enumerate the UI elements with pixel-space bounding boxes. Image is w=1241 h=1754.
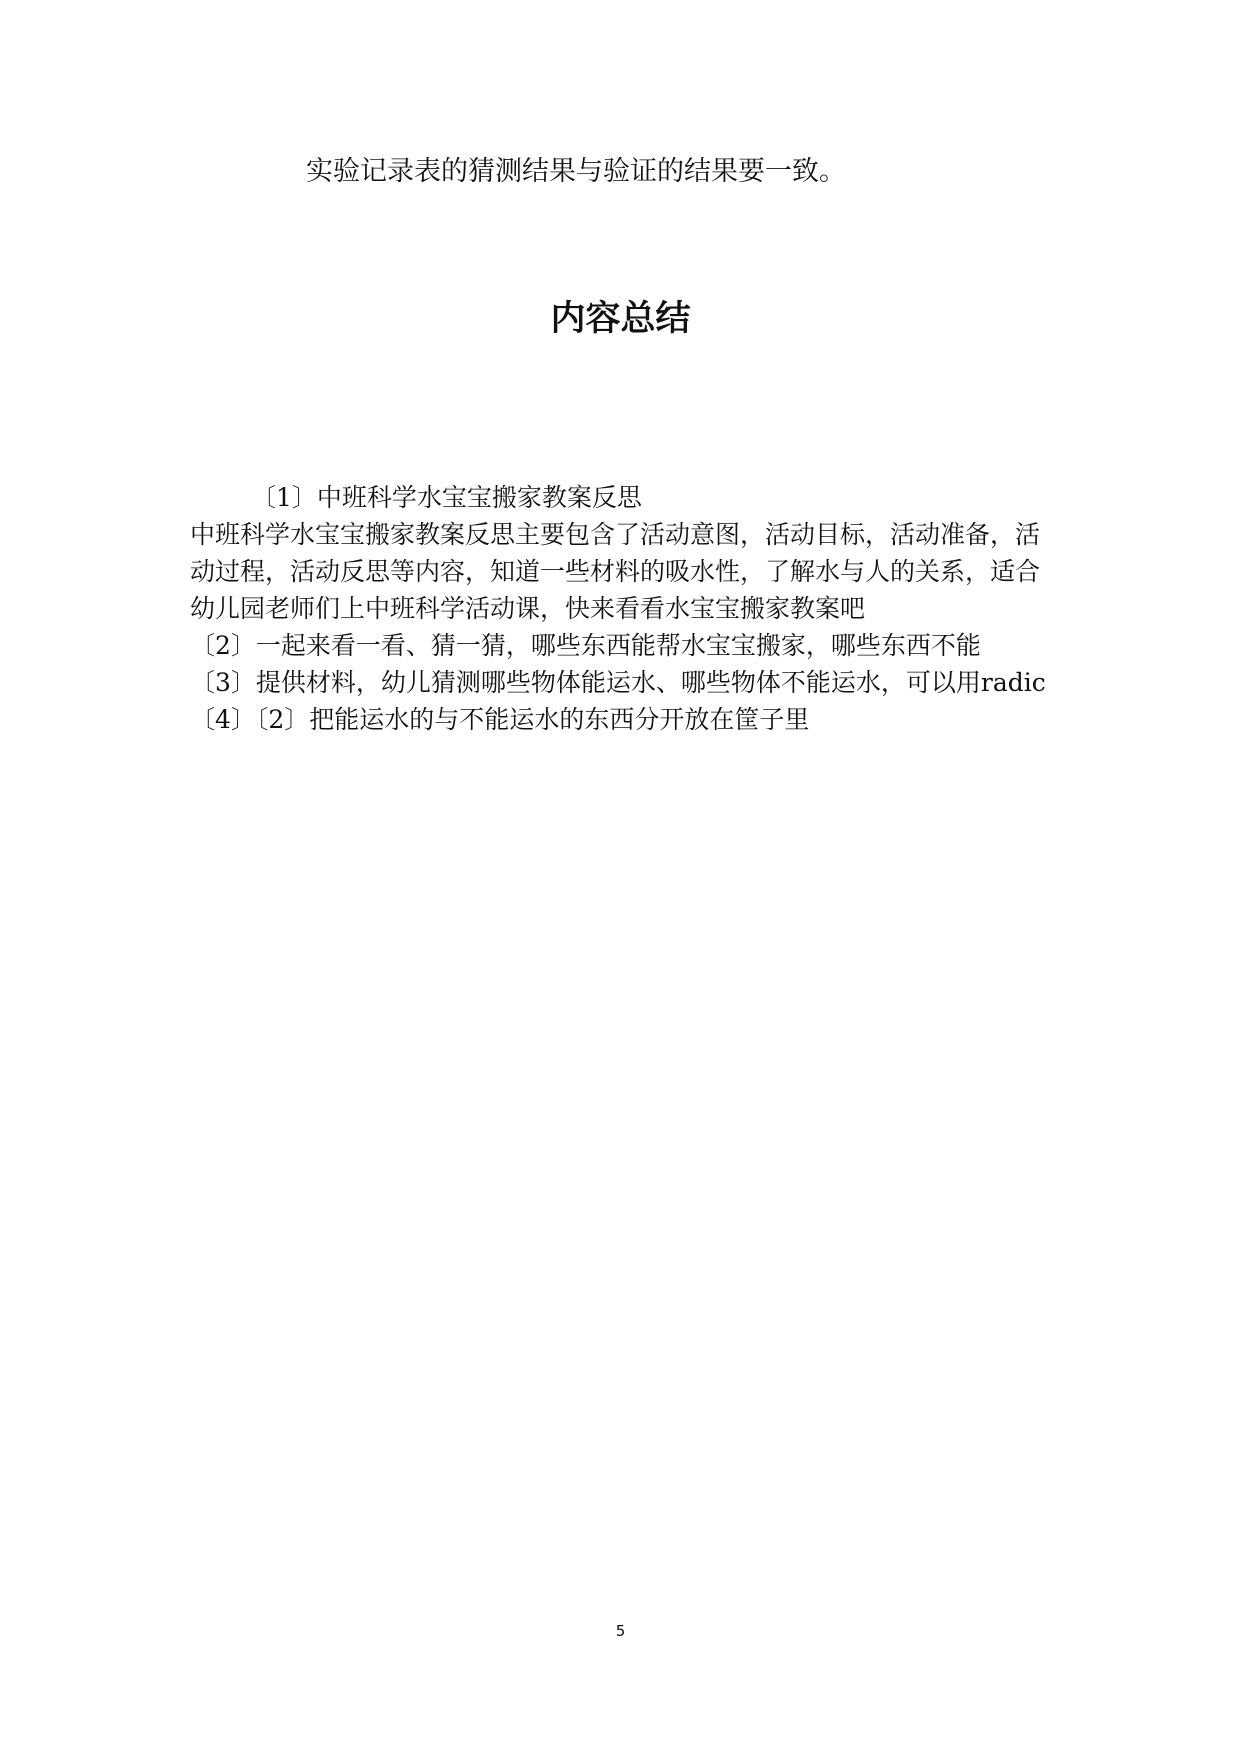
page-number: 5 — [615, 1622, 626, 1640]
summary-item-3: 〔3〕提供材料，幼儿猜测哪些物体能运水、哪些物体不能运水，可以用radic — [190, 668, 1046, 697]
summary-body — [190, 479, 1050, 738]
summary-item-2: 〔2〕一起来看一看、猜一猜，哪些东西能帮水宝宝搬家，哪些东西不能 — [190, 631, 981, 660]
summary-item-1: 〔1〕中班科学水宝宝搬家教案反思 — [251, 483, 642, 512]
top-text-line: 实验记录表的猜测结果与验证的结果要一致。 — [306, 156, 846, 187]
section-title: 内容总结 — [550, 299, 691, 339]
summary-description: 中班科学水宝宝搬家教案反思主要包含了活动意图，活动目标，活动准备，活动过程，活动反思等内容，知道一些材料的吸水性，了解水与人的关系，适合幼儿园老师们上中班科学活动课，快来看看水宝宝搬家教案吧 — [190, 520, 1041, 623]
summary-item-4: 〔4〕〔2〕把能运水的与不能运水的东西分开放在筐子里 — [190, 705, 810, 734]
